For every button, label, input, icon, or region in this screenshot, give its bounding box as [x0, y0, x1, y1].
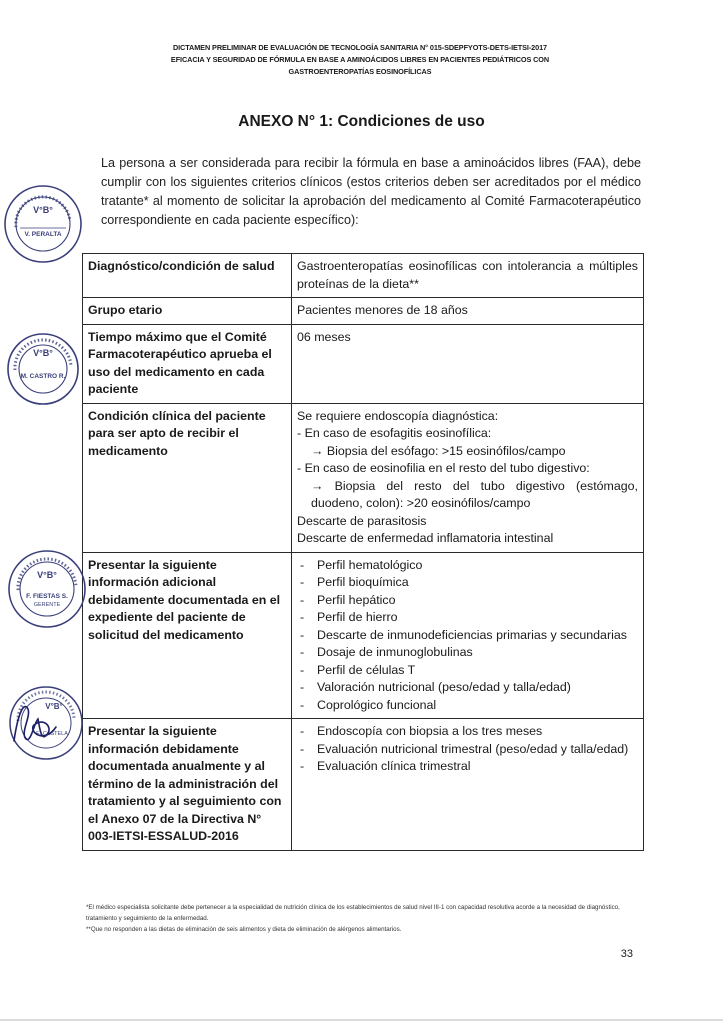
stamp-name-text: M. CASTRO R.: [20, 373, 66, 380]
required-info-list: [297, 557, 638, 715]
page-number: 33: [620, 948, 633, 960]
table-row: [83, 719, 644, 851]
value-cell: Pacientes menores de 18 años: [292, 298, 644, 325]
clinical-line: - En caso de eosinofilia en el resto del tubo digestivo:: [297, 461, 590, 475]
list-item: - Perfil de células T: [297, 662, 638, 680]
list-item: - Coprológico funcional: [297, 697, 638, 715]
intro-paragraph: La persona a ser considerada para recibir la fórmula en base a aminoácidos libres (FAA), debe cumplir con los siguientes criterios clínicos (estos criterios deben ser acreditados por el médico tratante* al momento de solicitar la aprobación del medicamento al Comité Farmacoterapéutico correspondiente en cada paciente específico):: [101, 156, 641, 227]
approval-stamp-signature: [4, 683, 84, 763]
stamp-name-text: F. FIESTAS S.: [26, 593, 68, 600]
list-item: - Valoración nutricional (peso/edad y talla/edad): [297, 679, 638, 697]
criterion-cell: Tiempo máximo que el Comité Farmacoterapéutico aprueba el uso del medicamento en cada paciente: [83, 324, 292, 403]
list-item: - Evaluación clínica trimestral: [297, 758, 638, 776]
stamp-vb-text: V°B°: [33, 205, 53, 215]
stamp-name-text: E. CASTELA: [36, 731, 68, 737]
value-cell: [292, 719, 644, 851]
clinical-line: → Biopsia del esófago: >15 eosinófilos/campo: [311, 443, 566, 458]
criterion-cell: Condición clínica del paciente para ser apto de recibir el medicamento: [83, 403, 292, 552]
table-row: [83, 298, 644, 325]
list-item: - Perfil de hierro: [297, 609, 638, 627]
list-item: - Descarte de inmunodeficiencias primarias y secundarias: [297, 627, 638, 645]
criterion-cell: Diagnóstico/condición de salud: [83, 254, 292, 298]
list-item: - Endoscopía con biopsia a los tres meses: [297, 723, 638, 741]
value-cell: 06 meses: [292, 324, 644, 403]
footnote-2: **Que no responden a las dietas de eliminación de seis alimentos y dieta de eliminación de alérgenos alimentarios.: [86, 926, 402, 933]
clinical-line: → Biopsia del resto del tubo digestivo (estómago, duodeno, colon): >20 eosinófilos/campo: [311, 478, 638, 510]
table-row: [83, 403, 644, 552]
header-line-3: GASTROENTEROPATÍAS EOSINOFÍLICAS: [288, 67, 432, 76]
stamp-sub-text: GERENTE: [33, 602, 61, 608]
clinical-line: - En caso de esofagitis eosinofílica:: [297, 426, 492, 440]
footnote-1: *El médico especialista solicitante debe pertenecer a la especialidad de nutrición clínica de los establecimientos de salud nivel III-1 con capacidad resolutiva acorde a la necesidad de diagnóstico, tratamiento y seguimiento de la enfermedad.: [86, 904, 620, 922]
clinical-line: Descarte de parasitosis: [297, 513, 427, 528]
stamp-vb-text: V°B°: [45, 702, 63, 711]
criterion-cell: Presentar la siguiente información debidamente documentada anualmente y al término de la administración del tratamiento y al seguimiento con el Anexo 07 de la Directiva N° 003-IETSI-ESSALUD-2016: [83, 719, 292, 851]
approval-stamp-peralta: [2, 183, 84, 265]
header-line-2: EFICACIA Y SEGURIDAD DE FÓRMULA EN BASE A AMINOÁCIDOS LIBRES EN PACIENTES PEDIÁTRICOS CON: [170, 55, 550, 64]
table-row: [83, 324, 644, 403]
list-item: - Evaluación nutricional trimestral (peso/edad y talla/edad): [297, 741, 638, 759]
table-row: [83, 552, 644, 719]
list-item: - Perfil hepático: [297, 592, 638, 610]
approval-stamp-fiestas: [6, 548, 88, 630]
criterion-cell: Presentar la siguiente información adicional debidamente documentada en el expediente del paciente de solicitud del medicamento: [83, 552, 292, 719]
stamp-name-text: V. PERALTA: [24, 231, 62, 238]
stamp-vb-text: V°B°: [37, 570, 57, 580]
value-cell: [292, 552, 644, 719]
value-cell: Gastroenteropatías eosinofílicas con intolerancia a múltiples proteínas de la dieta**: [292, 254, 644, 298]
annex-title: ANEXO N° 1: Condiciones de uso: [238, 113, 485, 130]
footnotes: [86, 902, 646, 935]
list-item: - Perfil hematológico: [297, 557, 638, 575]
approval-stamp-castro: [6, 330, 80, 408]
header-line-1: DICTAMEN PRELIMINAR DE EVALUACIÓN DE TECNOLOGÍA SANITARIA N° 015-SDEPFYOTS-DETS-IETSI-2017: [172, 43, 548, 52]
document-header: [60, 42, 660, 78]
conditions-table: [82, 253, 644, 851]
table-row: [83, 254, 644, 298]
clinical-line: Descarte de enfermedad inflamatoria intestinal: [297, 531, 554, 545]
criterion-cell: Grupo etario: [83, 298, 292, 325]
annual-info-list: [297, 723, 638, 776]
stamp-vb-text: V°B°: [33, 348, 53, 358]
list-item: - Perfil bioquímica: [297, 574, 638, 592]
scan-edge-line: [0, 1019, 723, 1021]
value-cell: [292, 403, 644, 552]
list-item: - Dosaje de inmunoglobulinas: [297, 644, 638, 662]
clinical-line: Se requiere endoscopía diagnóstica:: [297, 408, 499, 423]
